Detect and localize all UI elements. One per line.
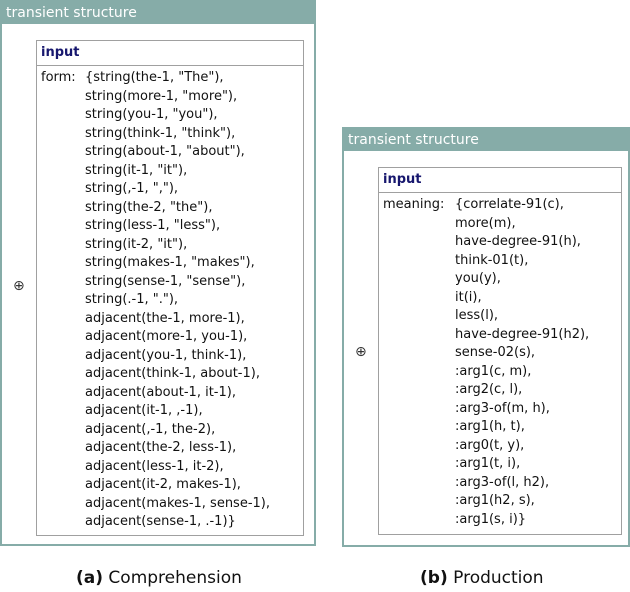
feature-value-line: string(about-1, "about"),: [85, 144, 245, 159]
feature-value-line: sense-02(s),: [455, 345, 536, 360]
feature-value-line: :arg0(t, y),: [455, 437, 525, 453]
expand-icon[interactable]: ⊕: [13, 278, 25, 294]
panel-header: transient structure: [2, 2, 314, 24]
feature-name: meaning:: [383, 197, 445, 212]
feature-value-line: adjacent(the-1, more-1),: [85, 310, 245, 326]
feature-value-line: string(more-1, "more"),: [85, 88, 238, 104]
feature-value-line: more(m),: [455, 215, 516, 231]
feature-value-line: adjacent(,-1, the-2),: [85, 421, 216, 437]
feature-value-line: :arg3-of(l, h2),: [455, 474, 550, 490]
feature-value-line: it(i),: [455, 289, 482, 305]
transient-structure-panel-comprehension: [0, 0, 316, 546]
feature-value-line: string(think-1, "think"),: [85, 125, 236, 141]
feature-value-line: {correlate-91(c),: [455, 197, 564, 212]
feature-value-line: have-degree-91(h),: [455, 234, 581, 249]
feature-values: [85, 69, 303, 532]
feature-value-line: string(the-2, "the"),: [85, 199, 213, 215]
feature-value-line: :arg2(c, l),: [455, 382, 523, 397]
feature-value-line: adjacent(about-1, it-1),: [85, 384, 236, 400]
unit-name: input: [37, 41, 303, 66]
feature-values: [455, 196, 621, 529]
feature-value-line: adjacent(makes-1, sense-1),: [85, 495, 270, 511]
feature-value-line: less(l),: [455, 308, 499, 323]
unit-input[interactable]: [378, 167, 622, 535]
feature-value-line: :arg3-of(m, h),: [455, 400, 550, 416]
unit-input[interactable]: [36, 40, 304, 536]
feature-value-line: adjacent(sense-1, .-1)}: [85, 514, 236, 529]
feature-value-line: adjacent(think-1, about-1),: [85, 366, 260, 381]
feature-value-line: :arg1(t, i),: [455, 456, 521, 471]
caption-text: Production: [453, 568, 544, 588]
feature-value-line: adjacent(it-2, makes-1),: [85, 477, 241, 492]
caption-production: [420, 568, 544, 588]
feature-value-line: have-degree-91(h2),: [455, 326, 590, 342]
feature-value-line: :arg1(s, i)}: [455, 511, 527, 527]
feature-value-line: string(you-1, "you"),: [85, 107, 218, 122]
feature-value-line: adjacent(less-1, it-2),: [85, 458, 224, 474]
feature-value-line: :arg1(h, t),: [455, 419, 525, 434]
feature-value-line: adjacent(it-1, ,-1),: [85, 403, 203, 418]
feature-value-line: adjacent(the-2, less-1),: [85, 440, 237, 455]
feature-value-line: string(it-2, "it"),: [85, 236, 188, 252]
caption-letter: (a): [76, 568, 104, 588]
feature-value-line: adjacent(more-1, you-1),: [85, 329, 248, 344]
feature-value-line: adjacent(you-1, think-1),: [85, 347, 247, 363]
feature-value-line: string(sense-1, "sense"),: [85, 273, 246, 289]
caption-letter: (b): [420, 568, 448, 588]
feature-value-line: string(makes-1, "makes"),: [85, 255, 255, 270]
transient-structure-panel-production: [342, 127, 630, 547]
feature-value-line: string(.-1, "."),: [85, 292, 179, 307]
feature-value-line: think-01(t),: [455, 252, 529, 268]
feature-value-line: string(less-1, "less"),: [85, 218, 221, 233]
feature-value-line: :arg1(c, m),: [455, 363, 532, 379]
feature-value-line: :arg1(h2, s),: [455, 493, 535, 508]
unit-name: input: [379, 168, 621, 193]
feature-meaning: [379, 193, 621, 529]
caption-comprehension: [76, 568, 242, 588]
feature-value-line: you(y),: [455, 271, 501, 286]
feature-name: form:: [41, 70, 76, 85]
caption-text: Comprehension: [108, 568, 242, 588]
feature-value-line: string(,-1, ","),: [85, 181, 179, 196]
feature-value-line: string(it-1, "it"),: [85, 162, 188, 178]
panel-header: transient structure: [344, 129, 628, 151]
feature-value-line: {string(the-1, "The"),: [85, 70, 224, 85]
feature-form: [37, 66, 303, 532]
expand-icon[interactable]: ⊕: [355, 344, 367, 360]
